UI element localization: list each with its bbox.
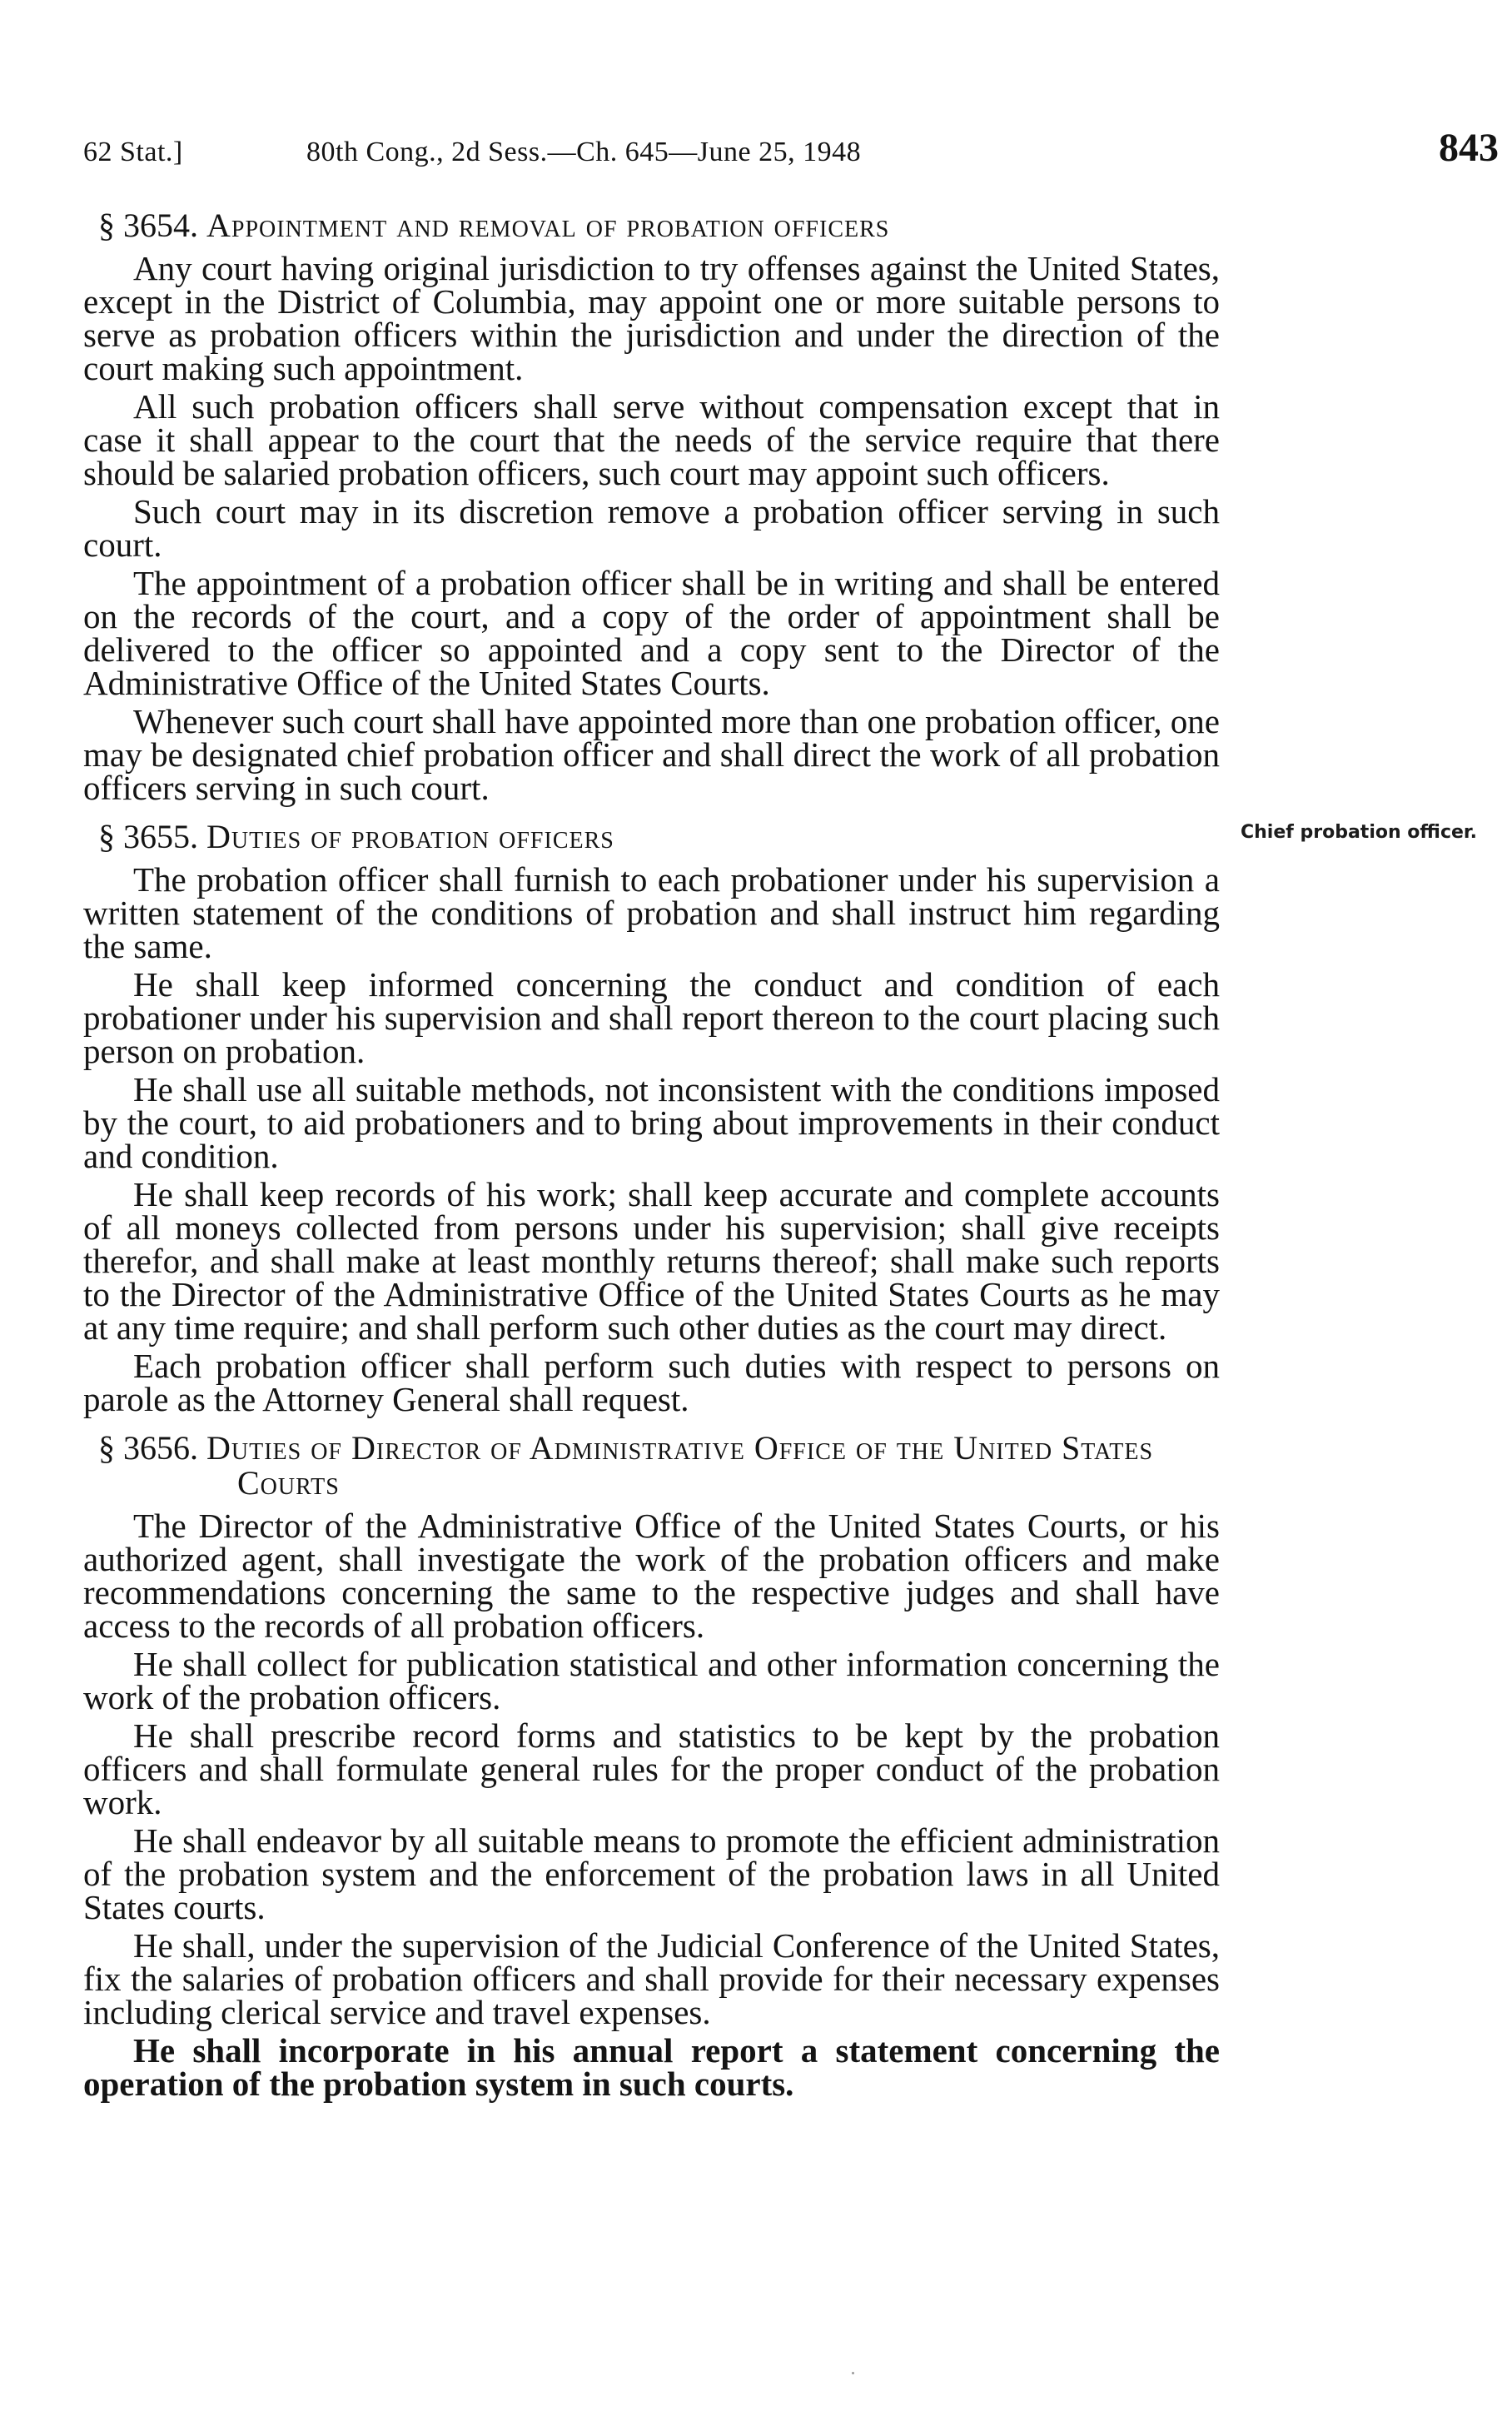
paragraph: He shall collect for publication statistical and other information concerning the work of the probation officers. <box>83 1645 1220 1716</box>
section-number: § 3654. <box>98 207 198 244</box>
section-3655 <box>83 819 1220 1416</box>
paragraph: He shall prescribe record forms and statistics to be kept by the probation officers and shall formulate general rules for the proper conduct of the probation work. <box>83 1716 1220 1821</box>
section-heading <box>83 819 1220 854</box>
section-3654 <box>83 208 1220 805</box>
paragraph: He shall endeavor by all suitable means to promote the efficient administration of the probation system and the enforcement of the probation laws in all United States courts. <box>83 1821 1220 1926</box>
paragraph: He shall, under the supervision of the Judicial Conference of the United States, fix the salaries of probation officers and shall provide for their necessary expenses including clerical service and travel expenses. <box>83 1926 1220 2031</box>
paragraph: Each probation officer shall perform such duties with respect to persons on parole as the Attorney General shall request. <box>83 1347 1220 1418</box>
section-3656 <box>83 1429 1220 2103</box>
section-heading <box>83 1431 1220 1501</box>
paragraph: The appointment of a probation officer shall be in writing and shall be entered on the records of the court, and a copy of the order of appointment shall be delivered to the officer so appointed and a copy sent to the Director of the Administrative Office of the United States Courts. <box>83 564 1220 702</box>
page-header <box>83 125 1499 175</box>
section-heading <box>83 208 1220 243</box>
paragraph: Such court may in its discretion remove a probation officer serving in such court. <box>83 492 1220 564</box>
section-title: Duties of Director of Administrative Office of the United States Courts <box>206 1429 1154 1502</box>
section-title: Duties of probation officers <box>206 818 614 855</box>
paragraph: He shall incorporate in his annual report a statement concerning the operation of the probation system in such courts. <box>83 2031 1220 2103</box>
paragraph: Whenever such court shall have appointed more than one probation officer, one may be designated chief probation officer and shall direct the work of all probation officers serving in such court. <box>83 702 1220 807</box>
statute-reference: 62 Stat.] <box>83 137 183 167</box>
section-number: § 3656. <box>98 1429 198 1467</box>
section-title: Appointment and removal of probation officers <box>206 207 890 244</box>
margin-note: Chief probation officer. <box>1241 822 1477 843</box>
paragraph: Any court having original jurisdiction to try offenses against the United States, except in the District of Columbia, may appoint one or more suitable persons to serve as probation officers within the jurisdiction and under the direction of the court making such appointment. <box>83 249 1220 387</box>
section-number: § 3655. <box>98 818 198 855</box>
paragraph: He shall keep informed concerning the conduct and condition of each probationer under his supervision and shall report thereon to the court placing such person on probation. <box>83 965 1220 1070</box>
paragraph: The Director of the Administrative Office of the United States Courts, or his authorized agent, shall investigate the work of the probation officers and make recommendations concerning the same to the respective judges and shall have access to the records of all probation officers. <box>83 1507 1220 1645</box>
paragraph: He shall keep records of his work; shall keep accurate and complete accounts of all moneys collected from persons under his supervision; shall give receipts therefor, and shall make at least monthly returns thereof; shall make such reports to the Director of the Administrative Office of the United States Courts as he may at any time require; and shall perform such other duties as the court may direct. <box>83 1175 1220 1347</box>
paragraph: The probation officer shall furnish to each probationer under his supervision a written statement of the conditions of probation and shall instruct him regarding the same. <box>83 860 1220 965</box>
paragraph: All such probation officers shall serve without compensation except that in case it shall appear to the court that the needs of the service require that there should be salaried probation officers, such court may appoint such officers. <box>83 387 1220 492</box>
main-text-column <box>83 208 1220 2115</box>
page-number: 843 <box>1439 126 1499 170</box>
paragraph: He shall use all suitable methods, not inconsistent with the conditions imposed by the court, to aid probationers and to bring about improvements in their conduct and condition. <box>83 1070 1220 1175</box>
session-chapter-date: 80th Cong., 2d Sess.—Ch. 645—June 25, 1948 <box>306 137 862 167</box>
print-speck <box>852 2372 854 2374</box>
